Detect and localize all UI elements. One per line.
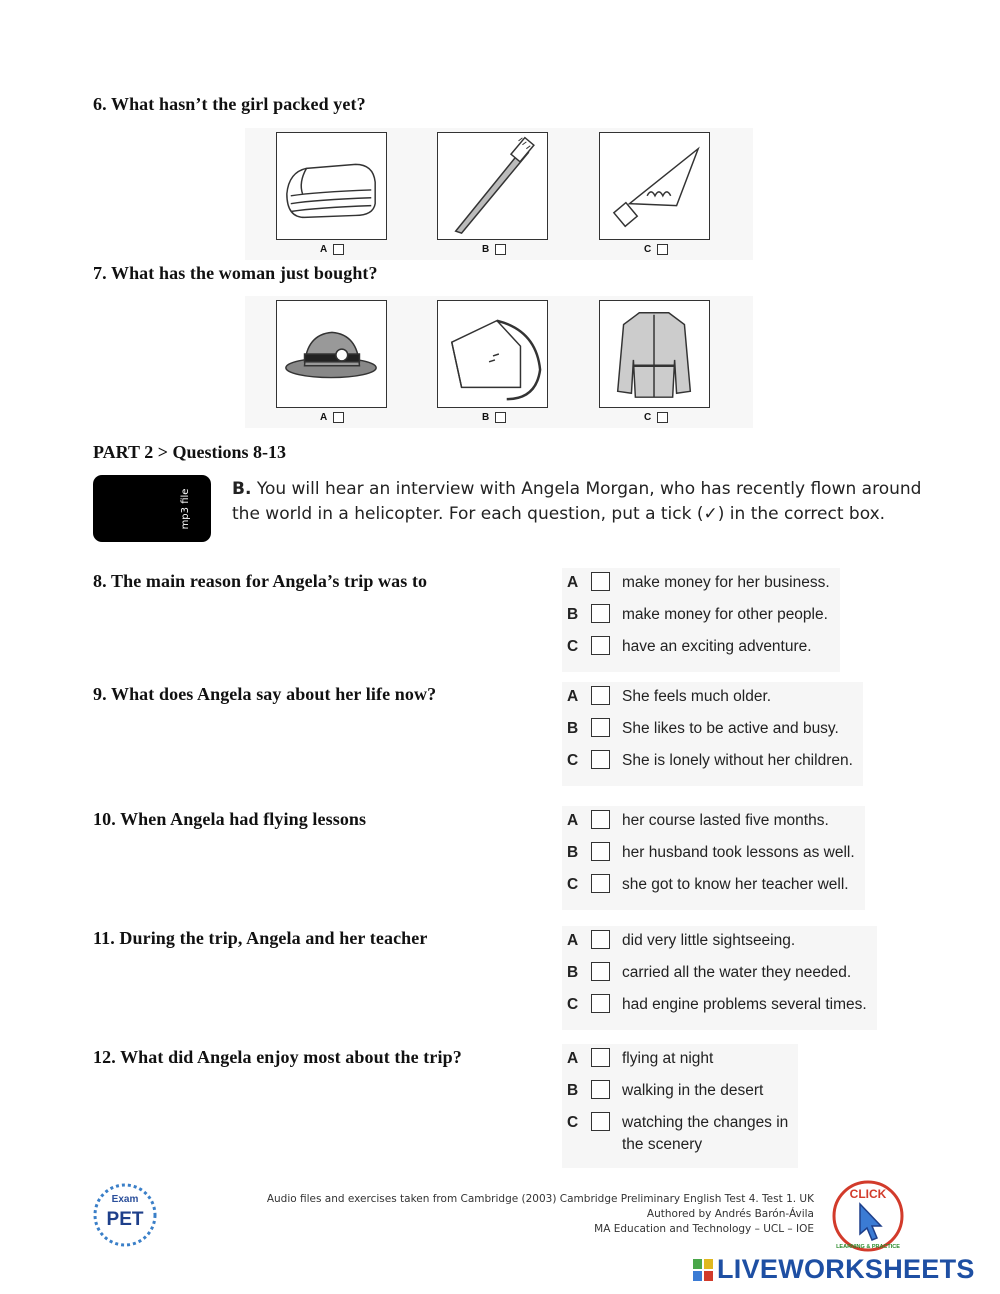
q9-option-b[interactable]: B She likes to be active and busy.: [567, 720, 839, 737]
pet-logo-exam: Exam: [111, 1194, 139, 1205]
q6-option-c[interactable]: C: [644, 244, 668, 255]
q11-option-a[interactable]: A did very little sightseeing.: [567, 932, 796, 949]
question-7: 7. What has the woman just bought?: [93, 263, 378, 283]
jacket-icon: [599, 300, 710, 408]
tick-box[interactable]: [333, 244, 344, 255]
question-11: 11. During the trip, Angela and her teacher: [93, 928, 428, 948]
credits: [267, 1192, 814, 1237]
tick-box[interactable]: [657, 412, 668, 423]
q12-option-a[interactable]: A flying at night: [567, 1050, 714, 1067]
tick-box[interactable]: [591, 572, 610, 591]
tick-box[interactable]: [333, 412, 344, 423]
q7-option-c[interactable]: C: [644, 412, 668, 423]
tick-box[interactable]: [591, 1112, 610, 1131]
tick-box[interactable]: [495, 244, 506, 255]
tick-box[interactable]: [657, 244, 668, 255]
tick-box[interactable]: [591, 636, 610, 655]
pet-logo-pet: PET: [106, 1209, 144, 1230]
q7-picture-options: [245, 296, 753, 428]
q8-option-b[interactable]: B make money for other people.: [567, 606, 828, 623]
tick-box[interactable]: [591, 750, 610, 769]
audio-player[interactable]: [93, 475, 211, 542]
q6-picture-options: [245, 128, 753, 260]
q7-option-a[interactable]: A: [320, 412, 344, 423]
q9-options: [562, 682, 863, 786]
q12-option-c[interactable]: C watching the changes in the scenery: [567, 1114, 789, 1153]
question-10: 10. When Angela had flying lessons: [93, 809, 367, 829]
q9-option-a[interactable]: A She feels much older.: [567, 688, 772, 705]
question-12: 12. What did Angela enjoy most about the trip?: [93, 1047, 462, 1067]
instructions: B. You will hear an interview with Angela Morgan, who has recently flown around the world in a helicopter. For each question, put a tick (✓) in the correct box.: [232, 479, 922, 524]
tick-box[interactable]: [591, 930, 610, 949]
tick-box[interactable]: [591, 874, 610, 893]
liveworksheets-brand[interactable]: [693, 1254, 975, 1285]
liveworksheets-wordmark: LIVEWORKSHEETS: [717, 1254, 975, 1284]
q8-option-c[interactable]: C have an exciting adventure.: [567, 638, 812, 655]
tick-box[interactable]: [591, 686, 610, 705]
click-logo: [830, 1178, 906, 1254]
tick-box[interactable]: [591, 994, 610, 1013]
liveworksheets-icon: [693, 1259, 713, 1281]
q6-option-a[interactable]: A: [320, 244, 344, 255]
tick-box[interactable]: [591, 962, 610, 981]
toothbrush-icon: [437, 132, 548, 240]
tick-box[interactable]: [591, 1048, 610, 1067]
question-8: 8. The main reason for Angela’s trip was to: [93, 571, 428, 591]
q10-option-b[interactable]: B her husband took lessons as well.: [567, 844, 855, 861]
hat-icon: [276, 300, 387, 408]
tick-box[interactable]: [495, 412, 506, 423]
part-2-title: PART 2 > Questions 8-13: [93, 442, 286, 462]
credit-source: Audio files and exercises taken from Cambridge (2003) Cambridge Preliminary English Test 4. Test 1. UK: [266, 1193, 814, 1205]
tick-box[interactable]: [591, 1080, 610, 1099]
bag-icon: [437, 300, 548, 408]
q8-option-a[interactable]: A make money for her business.: [567, 574, 830, 591]
q7-option-b[interactable]: B: [482, 412, 506, 423]
tick-box[interactable]: [591, 842, 610, 861]
question-9: 9. What does Angela say about her life now?: [93, 684, 437, 704]
click-logo-text: CLICK: [849, 1187, 887, 1201]
audio-label: mp3 file: [180, 488, 192, 530]
q10-options: [562, 806, 865, 910]
exam-pet-logo: [92, 1182, 158, 1248]
q12-option-b[interactable]: B walking in the desert: [567, 1082, 764, 1099]
towel-icon: [276, 132, 387, 240]
credit-author: Authored by Andrés Barón-Ávila: [646, 1208, 814, 1220]
q9-option-c[interactable]: C She is lonely without her children.: [567, 752, 853, 769]
tick-box[interactable]: [591, 718, 610, 737]
click-logo-sub: LEARNING & PRACTICE: [836, 1244, 900, 1250]
tick-box[interactable]: [591, 604, 610, 623]
q6-option-b[interactable]: B: [482, 244, 506, 255]
question-6: 6. What hasn’t the girl packed yet?: [93, 94, 366, 114]
q10-option-a[interactable]: A her course lasted five months.: [567, 812, 829, 829]
q10-option-c[interactable]: C she got to know her teacher well.: [567, 876, 849, 893]
q8-options: [562, 568, 840, 672]
q11-option-b[interactable]: B carried all the water they needed.: [567, 964, 852, 981]
q11-option-c[interactable]: C had engine problems several times.: [567, 996, 867, 1013]
q12-options: [562, 1044, 798, 1168]
credit-program: MA Education and Technology – UCL – IOE: [594, 1223, 814, 1235]
toothpaste-icon: [599, 132, 710, 240]
q11-options: [562, 926, 877, 1030]
tick-box[interactable]: [591, 810, 610, 829]
